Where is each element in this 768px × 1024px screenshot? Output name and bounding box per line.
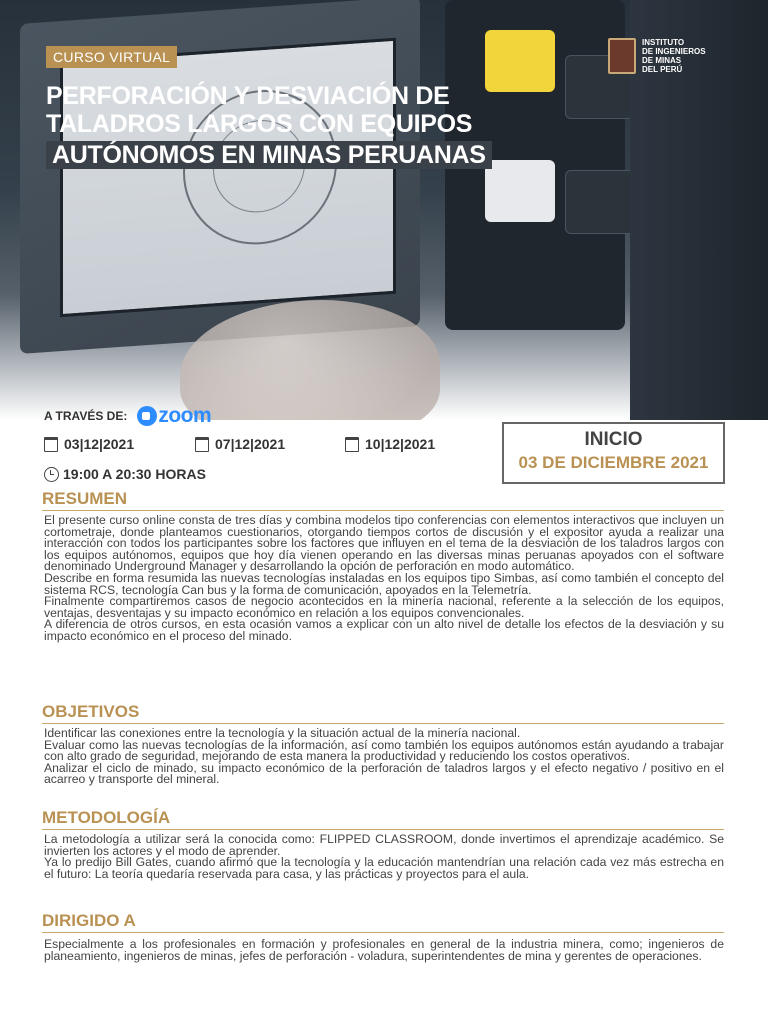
logo-line-3: DE MINAS [642, 56, 682, 65]
metodologia-paragraph: La metodología a utilizar será la conocida como: FLIPPED CLASSROOM, donde invertimos el aprendizaje académico. Se invierten los actores y el modo de aprender. [44, 832, 724, 858]
session-time [44, 466, 206, 482]
date-text-3: 10|12|2021 [365, 436, 436, 452]
machine-tile-yellow [485, 30, 555, 92]
section-heading-dirigido: DIRIGIDO A [42, 911, 724, 933]
objetivos-paragraph: Evaluar como las nuevas tecnologías de la información, así como también los equipos autónomos están ayudando a trabajar con alto grado de seguridad, mejorando de esta manera la productividad y reduciendo los costos operativos. [44, 737, 724, 764]
dirigido-body [44, 939, 724, 962]
objetivos-body [44, 728, 724, 786]
resumen-paragraph: Describe en forma resumida las nuevas tecnologías instaladas en los equipos tipo Simbas, así como también el concepto del sistema RCS, tecnología Can bus y la forma de comunicación, apoyados en la Telemetría. [44, 570, 724, 597]
title-line-2: TALADROS LARGOS CON EQUIPOS [46, 110, 473, 138]
resumen-paragraph: Finalmente compartiremos casos de negocio acontecidos en la minería nacional, referente a la selección de los equipos, ventajas, desventajas y su impacto económico en relación a los equipos convencionales. [44, 594, 724, 620]
machine-tile-white [485, 160, 555, 222]
time-text: 19:00 A 20:30 HORAS [63, 466, 206, 482]
calendar-icon [44, 437, 58, 452]
resumen-body [44, 515, 724, 643]
via-label: A TRAVÉS DE: [44, 409, 128, 423]
institute-crest-icon [608, 38, 636, 74]
screen-display [60, 38, 396, 317]
start-label: INICIO [584, 429, 643, 450]
calendar-icon [345, 437, 359, 452]
logo-line-4: DEL PERÚ [642, 65, 683, 74]
objetivos-paragraph: Analizar el ciclo de minado, su impacto económico de la perforación de taladros largos y el efecto negativo / positivo en el acarreo y transporte del mineral. [44, 760, 724, 787]
machine-tile-dark-2 [565, 170, 637, 234]
objetivos-paragraph: Identificar las conexiones entre la tecnología y la situación actual de la minería nacional. [44, 726, 521, 740]
section-heading-metodologia: METODOLOGÍA [42, 808, 724, 830]
start-date-box [502, 422, 725, 484]
date-text-2: 07|12|2021 [215, 436, 286, 452]
session-date-3 [345, 436, 435, 452]
course-title [46, 82, 492, 169]
title-line-3: AUTÓNOMOS EN MINAS PERUANAS [46, 141, 492, 169]
start-date: 03 DE DICIEMBRE 2021 [518, 453, 709, 472]
metodologia-body [44, 834, 724, 880]
zoom-video-icon [137, 406, 157, 426]
clock-icon [44, 467, 59, 482]
resumen-paragraph: A diferencia de otros cursos, en esta ocasión vamos a explicar con un alto nivel de detalle los efectos de la desviación y su impacto económico en el proceso del minado. [44, 617, 724, 643]
platform-row [44, 404, 211, 428]
resumen-paragraph: El presente curso online consta de tres días y combina modelos tipo conferencias con elementos interactivos que incluyen un cortometraje, donde planteamos cuestionarios, otorgando tiempos cortos de discusión y el expositor ayuda a realizar una interacción con todos los participantes sobre los factores que influyen en el tema de la desviación de los taladros largos con los equipos autónomos, equipos que hoy día vienen operando en las diversas minas peruanas apoyados con el software denominado Underground Manager y desarrollando la opción de perforación en modo automático. [44, 513, 724, 574]
course-type-badge: CURSO VIRTUAL [46, 46, 177, 68]
section-heading-objetivos: OBJETIVOS [42, 702, 724, 724]
dirigido-paragraph: Especialmente a los profesionales en formación y profesionales en general de la industria minera, como; ingenieros de planeamiento, ingenieros de minas, jefes de perforación - voladura, superintendentes de mina y gerentes de operaciones. [44, 937, 724, 963]
calendar-icon [195, 437, 209, 452]
institute-name [642, 38, 706, 74]
date-text-1: 03|12|2021 [64, 436, 135, 452]
session-date-1 [44, 436, 134, 452]
logo-line-1: INSTITUTO [642, 38, 685, 47]
platform-name: zoom [158, 404, 212, 427]
session-date-2 [195, 436, 285, 452]
title-line-1: PERFORACIÓN Y DESVIACIÓN DE [46, 82, 450, 110]
metodologia-paragraph: Ya lo predijo Bill Gates, cuando afirmó que la tecnología y la educación mantendrían una relación cada vez más estrecha en el futuro: La teoría quedaría reservada para casa, y las prácticas y proyectos para el aula. [44, 855, 724, 881]
logo-line-2: DE INGENIEROS [642, 47, 706, 56]
section-heading-resumen: RESUMEN [42, 489, 724, 511]
institute-logo [608, 38, 706, 74]
